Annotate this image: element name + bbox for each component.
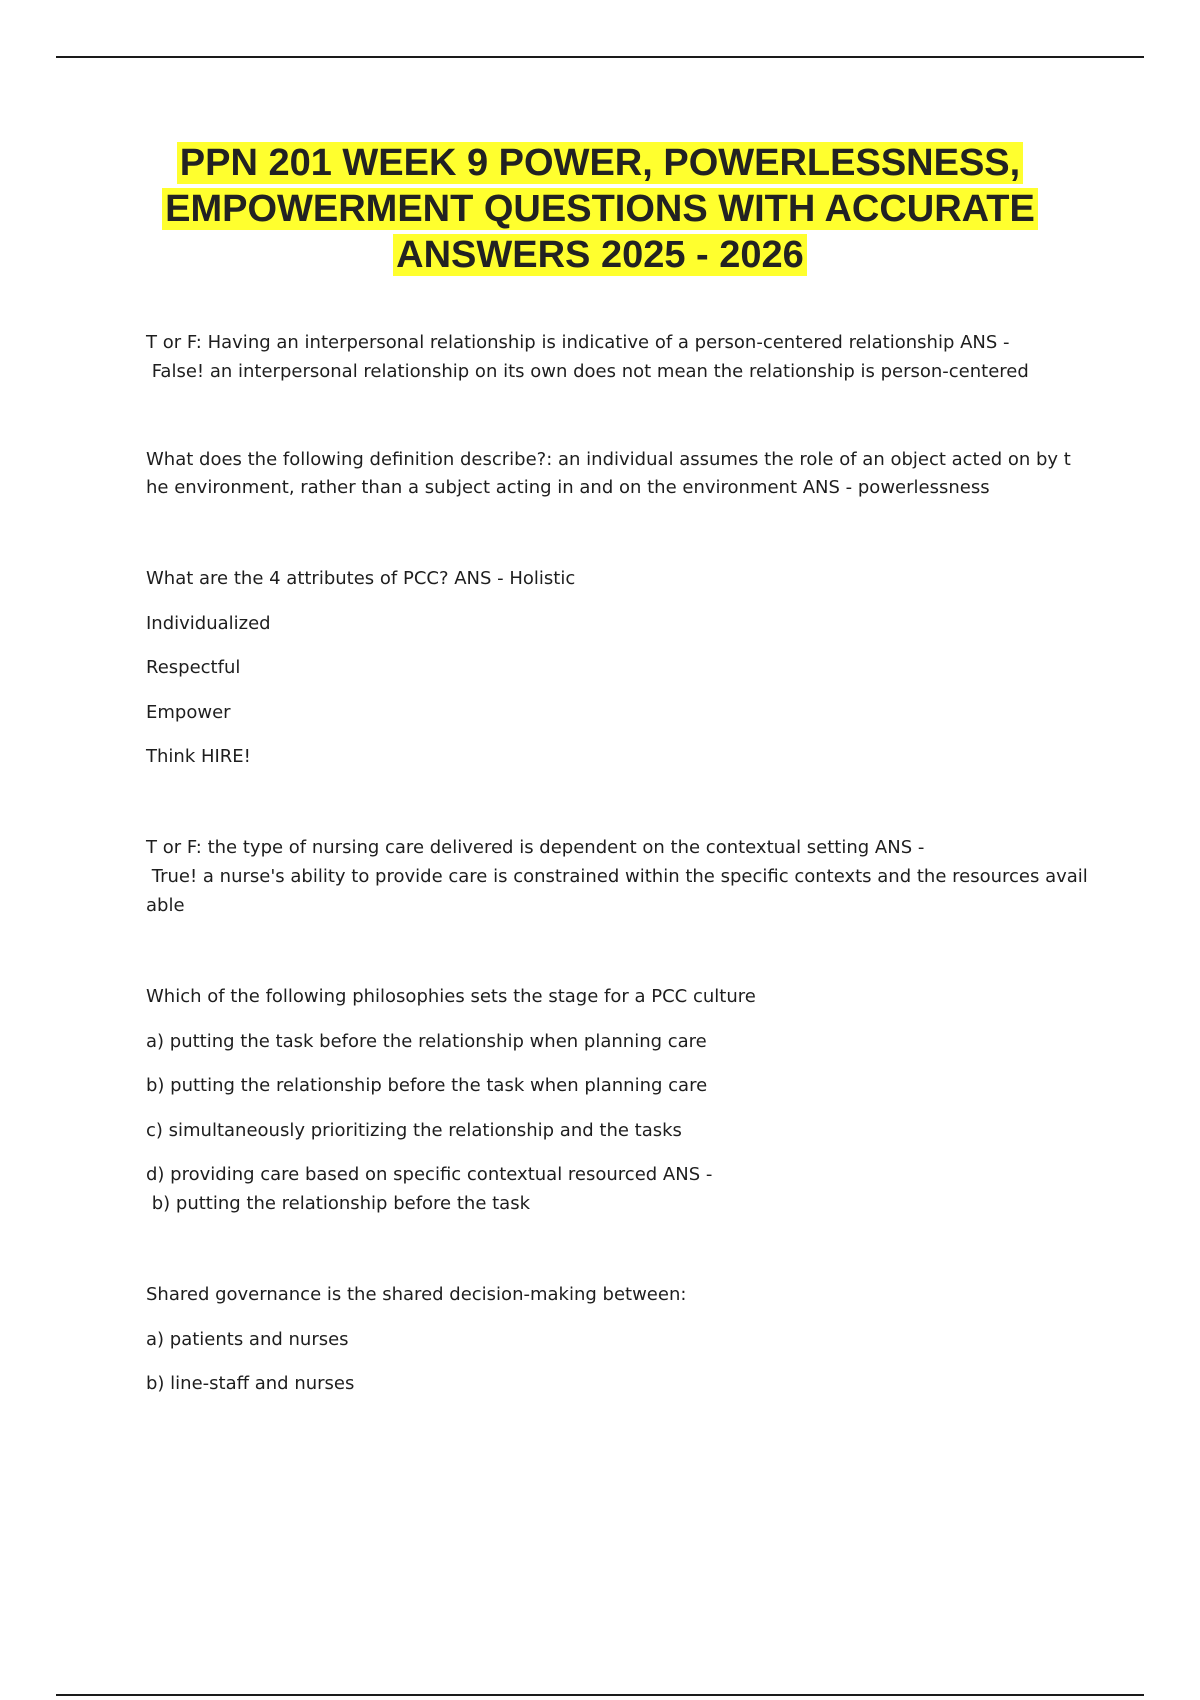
question-text: Shared governance is the shared decision-making between: — [146, 1284, 687, 1305]
question-text: What does the following definition describe?: an individual assumes the role of an object acted on by t — [146, 449, 1071, 470]
qa-item-3 — [146, 564, 1096, 771]
option-a: a) patients and nurses — [146, 1329, 349, 1350]
title-line-1: PPN 201 WEEK 9 POWER, POWERLESSNESS, — [177, 142, 1023, 184]
answer-text: True! a nurse's ability to provide care is constrained within the specific contexts and the resources avail — [146, 866, 1088, 887]
question-text: T or F: the type of nursing care delivered is dependent on the contextual setting ANS - — [146, 837, 925, 858]
top-rule — [56, 56, 1144, 58]
question-answer-text: he environment, rather than a subject acting in and on the environment ANS - powerlessness — [146, 477, 990, 498]
qa-item-2 — [146, 446, 1096, 502]
document-body — [146, 328, 1096, 1398]
bottom-rule — [56, 1694, 1144, 1696]
option-d: d) providing care based on specific contextual resourced ANS - — [146, 1164, 713, 1185]
option-b: b) line-staff and nurses — [146, 1373, 355, 1394]
answer-item: Respectful — [146, 657, 241, 678]
qa-item-6 — [146, 1280, 1096, 1398]
option-c: c) simultaneously prioritizing the relationship and the tasks — [146, 1120, 682, 1141]
answer-text: b) putting the relationship before the task — [146, 1193, 530, 1214]
qa-item-4 — [146, 833, 1096, 920]
option-a: a) putting the task before the relationship when planning care — [146, 1031, 707, 1052]
qa-item-1 — [146, 328, 1096, 386]
qa-item-5 — [146, 982, 1096, 1218]
document-title — [100, 140, 1100, 278]
question-text: What are the 4 attributes of PCC? ANS - Holistic — [146, 568, 576, 589]
answer-item: Empower — [146, 702, 231, 723]
question-text: Which of the following philosophies sets the stage for a PCC culture — [146, 986, 756, 1007]
title-line-3: ANSWERS 2025 - 2026 — [393, 234, 807, 276]
option-b: b) putting the relationship before the task when planning care — [146, 1075, 708, 1096]
question-text: T or F: Having an interpersonal relationship is indicative of a person-centered relationship ANS - — [146, 332, 1010, 353]
answer-item: Individualized — [146, 613, 271, 634]
answer-text: able — [146, 895, 185, 916]
answer-item: Think HIRE! — [146, 746, 251, 767]
title-line-2: EMPOWERMENT QUESTIONS WITH ACCURATE — [162, 188, 1038, 230]
answer-text: False! an interpersonal relationship on its own does not mean the relationship is person-centered — [146, 361, 1029, 382]
